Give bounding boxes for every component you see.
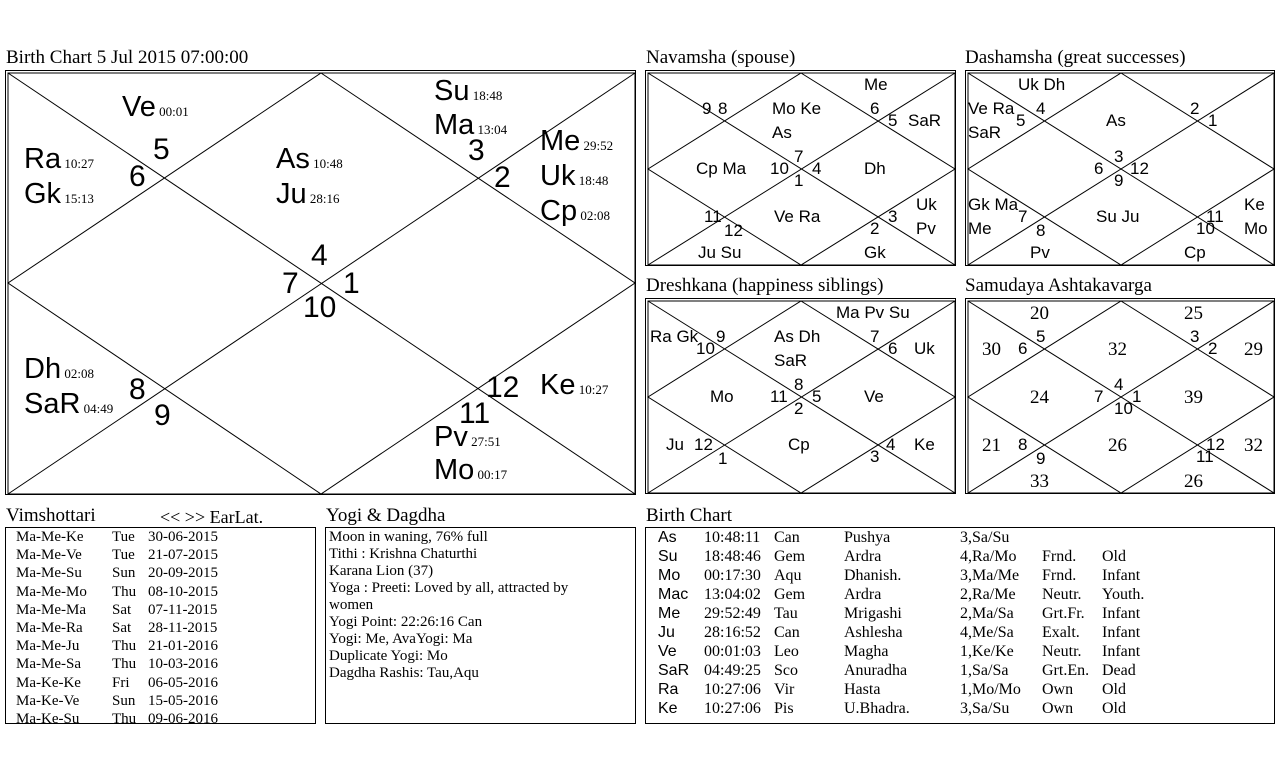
dasha-period: Ma-Me-Ke [16,529,84,545]
main-planet-ma [434,109,507,142]
planet-degree: 27:51 [467,434,501,449]
main-sign-h11: 6 [129,160,146,193]
dasha-day: Sat [112,620,132,636]
birth-table-row [646,662,1266,681]
birth-table-sign: Gem [774,548,806,565]
birth-table-nak: Mrigashi [844,605,902,622]
birth-table-row [646,586,1266,605]
planet-degree: 10:27 [575,382,609,397]
planet-abbr: Su [434,75,470,107]
dreshkana-planets-h4: Ve [864,387,884,406]
birth-table-age: Infant [1102,567,1141,584]
navamsha-title: Navamsha (spouse) [646,47,796,68]
dasha-period: Ma-Ke-Ve [16,692,80,709]
navamsha-sign-h10: 10 [770,159,789,178]
dreshkana-chart [645,298,956,494]
birth-table-row [646,624,1266,643]
birth-table-age: Old [1102,700,1126,717]
navamsha-planets-h8: Ju Su [698,243,742,262]
main-sign-h4: 1 [343,267,360,300]
navamsha-planets-h5: Pv [916,219,936,238]
ashtakavarga-points-h6: 26 [1184,471,1203,492]
dashamsha-sign-h6: 10 [1196,219,1215,238]
navamsha-chart [645,70,956,266]
dasha-date: 21-01-2016 [148,638,218,655]
navamsha-planets-h1: As [772,123,792,142]
dashamsha-planets-h6: Cp [1184,243,1206,262]
dasha-date: 10-03-2016 [148,656,218,673]
birth-table-rel: Grt.Fr. [1042,605,1085,622]
ashtakavarga-points-h3: 29 [1244,339,1263,360]
navamsha-planets-h7: Ve Ra [774,207,821,226]
yogi-panel [325,527,636,724]
main-sign-h7: 10 [303,291,337,324]
yogi-line: Tithi : Krishna Chaturthi [329,546,478,562]
dashamsha-sign-h12: 4 [1036,99,1046,118]
main-chart-title: Birth Chart 5 Jul 2015 07:00:00 [6,47,249,68]
ashtakavarga-sign-h1: 4 [1114,375,1124,394]
dasha-day: Thu [112,656,137,673]
birth-table-sign: Tau [774,605,798,622]
dashamsha-sign-h2: 2 [1190,99,1200,118]
dashamsha-planets-h9: Me [968,219,992,238]
birth-table-row [646,681,1266,700]
planet-abbr: As [276,143,310,175]
dashamsha-sign-h7: 9 [1114,171,1124,190]
dasha-date: 15-05-2016 [148,692,218,709]
birth-table-row [646,529,1266,548]
vimshottari-title: Vimshottari [6,505,96,526]
navamsha-sign-h8: 12 [724,221,743,240]
main-sign-h2: 3 [468,134,485,167]
birth-table-nak: Anuradha [844,662,908,679]
main-planet-pv [434,421,501,454]
birth-table-row [646,700,1266,719]
birth-table-rel: Neutr. [1042,643,1082,660]
birth-table-pada: 4,Ra/Mo [960,548,1017,565]
dreshkana-planets-h1: As Dh [774,327,821,346]
dashamsha-sign-h9: 7 [1018,207,1028,226]
birth-table-deg: 04:49:25 [704,662,761,679]
dreshkana-planets-h1: SaR [774,351,808,370]
dasha-date: 07-11-2015 [148,601,218,618]
birth-table-nak: U.Bhadra. [844,700,910,717]
navamsha-sign-h12: 8 [718,99,728,118]
main-chart [5,70,636,495]
main-planet-ju [276,178,340,211]
dreshkana-sign-h5: 4 [886,435,896,454]
dasha-day: Tue [112,547,135,564]
navamsha-sign-h9: 11 [704,207,722,226]
ashtakavarga-points-h2: 25 [1184,303,1203,324]
dasha-period: Ma-Me-Ju [16,638,80,655]
yogi-line: Yogi: Me, AvaYogi: Ma [329,631,473,647]
main-planet-su [434,75,502,108]
birth-table-planet: As [658,529,677,546]
dreshkana-sign-h7: 2 [794,399,804,418]
main-sign-h3: 2 [494,161,511,194]
ashtakavarga-sign-h5: 12 [1206,435,1225,454]
ashtakavarga-chart [965,298,1275,494]
dashamsha-planets-h5: Ke [1244,195,1265,214]
yogi-line: Dagdha Rashis: Tau,Aqu [329,665,479,681]
dasha-date: 06-05-2016 [148,674,218,691]
main-planet-gk [24,178,94,211]
birth-table-sign: Sco [774,662,798,679]
planet-degree: 02:08 [577,208,610,223]
dasha-day: Sun [112,565,136,582]
navamsha-sign-h5: 3 [888,207,898,226]
dreshkana-planets-h7: Cp [788,435,810,454]
ashtakavarga-points-h5: 32 [1244,435,1263,456]
dashamsha-chart [965,70,1275,266]
birth-table-deg: 18:48:46 [704,548,761,565]
dreshkana-planets-h3: Uk [914,339,935,358]
main-planet-as [276,143,343,176]
dashamsha-planets-h1: As [1106,111,1126,130]
dashamsha-title: Dashamsha (great successes) [965,47,1186,68]
navamsha-sign-h4: 4 [812,159,822,178]
dasha-period: Ma-Me-Ra [16,620,83,636]
ashtakavarga-points-h11: 30 [982,339,1001,360]
main-sign-h6: 11 [459,397,491,430]
dasha-day: Sat [112,601,132,618]
planet-degree: 18:48 [575,173,609,188]
birth-table-nak: Pushya [844,529,891,546]
birth-table-rel: Frnd. [1042,548,1077,565]
birth-table-planet: Mac [658,586,689,603]
dashamsha-planets-h12: Uk Dh [1018,75,1066,94]
dashamsha-planets-h7: Su Ju [1096,207,1140,226]
main-planet-me [540,125,613,158]
birth-table-sign: Can [774,624,800,641]
yogi-line: Moon in waning, 76% full [329,529,488,545]
birth-table-sign: Can [774,529,800,546]
planet-degree: 00:01 [155,104,189,119]
planet-abbr: Ve [122,91,156,123]
dreshkana-title: Dreshkana (happiness siblings) [646,275,884,296]
dasha-date: 30-06-2015 [148,529,218,545]
birth-table-deg: 10:27:06 [704,681,761,698]
birth-table-age: Infant [1102,605,1141,622]
dashamsha-sign-h11: 5 [1016,111,1026,130]
birth-table-deg: 00:01:03 [704,643,761,660]
ashtakavarga-sign-h3: 2 [1208,339,1218,358]
dreshkana-planets-h5: Ke [914,435,935,454]
vimshottari-nav[interactable]: << >> EarLat. [160,507,264,527]
yogi-line: Yogi Point: 22:26:16 Can [329,614,483,630]
planet-degree: 10:48 [309,156,343,171]
dasha-period: Ma-Me-Ve [16,547,82,564]
birth-table-nak: Hasta [844,681,881,698]
main-planet-cp [540,195,610,228]
dasha-period: Ma-Me-Mo [16,583,87,600]
dashamsha-planets-h11: Ve Ra [968,99,1015,118]
main-planet-ra [24,143,94,176]
birth-table-nak: Dhanish. [844,567,902,584]
navamsha-sign-h7: 1 [794,171,804,190]
dasha-day: Thu [112,638,137,655]
ashtakavarga-points-h10: 24 [1030,387,1049,408]
navamsha-planets-h3: SaR [908,111,942,130]
dashamsha-sign-h10: 6 [1094,159,1104,178]
dasha-day: Fri [112,674,130,691]
birth-table-deg: 29:52:49 [704,605,761,622]
dreshkana-planets-h10: Mo [710,387,734,406]
ashtakavarga-points-h4: 39 [1184,387,1203,408]
planet-abbr: Uk [540,160,576,192]
dasha-period: Ma-Ke-Su [16,711,80,724]
navamsha-sign-h2: 6 [870,99,880,118]
dasha-period: Ma-Me-Su [16,565,82,582]
birth-table-planet: Ra [658,681,679,698]
planet-abbr: Gk [24,178,62,210]
dashamsha-planets-h9: Gk Ma [968,195,1019,214]
birth-table-pada: 2,Ra/Me [960,586,1016,603]
ashtakavarga-sign-h12: 5 [1036,327,1046,346]
navamsha-sign-h3: 5 [888,111,898,130]
dreshkana-sign-h4: 5 [812,387,822,406]
birth-table-age: Old [1102,681,1126,698]
birth-table-sign: Gem [774,586,806,603]
birth-table-age: Old [1102,548,1126,565]
planet-degree: 29:52 [580,138,614,153]
dasha-day: Thu [112,583,137,600]
planet-abbr: SaR [24,388,81,420]
dreshkana-planets-h2: Ma Pv Su [836,303,910,322]
planet-degree: 18:48 [469,88,503,103]
navamsha-sign-h6: 2 [870,219,880,238]
birth-table-age: Infant [1102,624,1141,641]
birth-table-planet: Su [658,548,678,565]
birth-table-deg: 10:48:11 [704,529,761,546]
birth-table-sign: Vir [774,681,795,698]
main-planet-ve [122,91,189,124]
dashamsha-planets-h5: Mo [1244,219,1268,238]
main-sign-h5: 12 [486,371,520,404]
birth-table-sign: Leo [774,643,799,660]
dreshkana-sign-h9: 12 [694,435,713,454]
birth-table-pada: 2,Ma/Sa [960,605,1014,622]
birth-table-planet: SaR [658,662,690,679]
birth-table-rel: Own [1042,681,1074,698]
ashtakavarga-sign-h4: 1 [1132,387,1142,406]
planet-abbr: Pv [434,421,468,453]
dreshkana-sign-h8: 1 [718,449,728,468]
birth-table-nak: Magha [844,643,889,660]
yogi-line: women [329,597,374,613]
planet-degree: 00:17 [474,467,508,482]
birth-table-deg: 28:16:52 [704,624,761,641]
dreshkana-sign-h10: 11 [770,387,788,406]
dasha-day: Tue [112,529,135,545]
birth-table-planet: Ke [658,700,678,717]
dasha-period: Ma-Me-Sa [16,656,81,673]
planet-abbr: Cp [540,195,578,227]
main-sign-h12: 5 [153,133,170,166]
main-sign-h1: 4 [311,239,328,272]
navamsha-planets-h10: Cp Ma [696,159,747,178]
ashtakavarga-points-h1: 32 [1108,339,1127,360]
birth-table-age: Dead [1102,662,1136,679]
yogi-line: Duplicate Yogi: Mo [329,648,448,664]
birth-table-nak: Ardra [844,548,882,565]
dasha-date: 09-06-2016 [148,711,218,724]
main-sign-h8: 9 [154,399,171,432]
yogi-title: Yogi & Dagdha [326,505,446,526]
birth-table-pada: 3,Sa/Su [960,529,1010,546]
main-sign-h10: 7 [282,267,299,300]
dasha-period: Ma-Me-Ma [16,601,86,618]
dreshkana-sign-h1: 8 [794,375,804,394]
birth-table-planet: Ju [658,624,675,641]
navamsha-sign-h1: 7 [794,147,804,166]
dasha-date: 08-10-2015 [148,583,218,600]
navamsha-planets-h1: Mo Ke [772,99,822,118]
dasha-date: 20-09-2015 [148,565,218,582]
main-planet-mo [434,454,507,487]
planet-degree: 13:04 [474,122,508,137]
ashtakavarga-sign-h9: 8 [1018,435,1028,454]
ashtakavarga-sign-h6: 11 [1196,447,1214,466]
birth-table-panel [645,527,1275,724]
yogi-line: Yoga : Preeti: Loved by all, attracted by [329,580,569,596]
birth-table-planet: Mo [658,567,681,584]
birth-table-age: Infant [1102,643,1141,660]
birth-table-deg: 10:27:06 [704,700,761,717]
navamsha-sign-h11: 9 [702,99,712,118]
dasha-date: 28-11-2015 [148,620,218,636]
dashamsha-sign-h3: 1 [1208,111,1218,130]
birth-table-pada: 3,Ma/Me [960,567,1020,584]
birth-table-pada: 4,Me/Sa [960,624,1014,641]
planet-degree: 10:27 [61,156,94,171]
birth-table-rel: Own [1042,700,1074,717]
planet-degree: 15:13 [61,191,94,206]
birth-table-row [646,548,1266,567]
birth-table-deg: 13:04:02 [704,586,761,603]
navamsha-planets-h2: Me [864,75,888,94]
dreshkana-planets-h12: Ra Gk [650,327,699,346]
dreshkana-sign-h2: 7 [870,327,880,346]
ashtakavarga-sign-h2: 3 [1190,327,1200,346]
ashtakavarga-sign-h11: 6 [1018,339,1028,358]
ashtakavarga-sign-h8: 9 [1036,449,1046,468]
birth-table-sign: Pis [774,700,794,717]
ashtakavarga-sign-h10: 7 [1094,387,1104,406]
ashtakavarga-title: Samudaya Ashtakavarga [965,275,1152,296]
yogi-line: Karana Lion (37) [329,563,434,579]
dashamsha-planets-h8: Pv [1030,243,1050,262]
planet-abbr: Ma [434,109,475,141]
birth-table-rel: Frnd. [1042,567,1077,584]
navamsha-planets-h5: Uk [916,195,937,214]
planet-abbr: Ke [540,369,576,401]
ashtakavarga-points-h8: 33 [1030,471,1049,492]
dasha-day: Thu [112,711,137,724]
planet-abbr: Mo [434,454,475,486]
dashamsha-sign-h1: 3 [1114,147,1124,166]
birth-table-sign: Aqu [774,567,802,584]
navamsha-planets-h6: Gk [864,243,886,262]
navamsha-planets-h4: Dh [864,159,886,178]
ashtakavarga-points-h7: 26 [1108,435,1127,456]
dreshkana-sign-h12: 9 [716,327,726,346]
dashamsha-sign-h5: 11 [1206,207,1224,226]
birth-table-pada: 1,Ke/Ke [960,643,1014,660]
planet-abbr: Ra [24,143,62,175]
birth-table-pada: 1,Mo/Mo [960,681,1021,698]
birth-table-rel: Grt.En. [1042,662,1090,679]
ashtakavarga-points-h12: 20 [1030,303,1049,324]
birth-table-nak: Ashlesha [844,624,903,641]
dasha-date: 21-07-2015 [148,547,218,564]
planet-abbr: Me [540,125,581,157]
main-sign-h9: 8 [129,373,146,406]
dasha-day: Sun [112,692,136,709]
birth-table-row [646,567,1266,586]
dashamsha-planets-h11: SaR [968,123,1002,142]
birth-table-deg: 00:17:30 [704,567,761,584]
birth-table-rel: Exalt. [1042,624,1080,641]
ashtakavarga-sign-h7: 10 [1114,399,1133,418]
birth-table-pada: 1,Sa/Sa [960,662,1009,679]
planet-degree: 04:49 [80,401,114,416]
dashamsha-sign-h4: 12 [1130,159,1149,178]
dashamsha-sign-h8: 8 [1036,221,1046,240]
birth-table-row [646,643,1266,662]
dreshkana-sign-h3: 6 [888,339,898,358]
planet-degree: 02:08 [61,366,94,381]
vimshottari-panel [5,527,316,724]
dreshkana-sign-h11: 10 [696,339,715,358]
planet-degree: 28:16 [306,191,340,206]
birth-table-title: Birth Chart [646,505,733,526]
birth-table-planet: Ve [658,643,677,660]
main-planet-uk [540,160,608,193]
birth-table-age: Youth. [1102,586,1145,603]
dasha-period: Ma-Ke-Ke [16,674,81,691]
dreshkana-sign-h6: 3 [870,447,880,466]
birth-table-nak: Ardra [844,586,882,603]
birth-table-rel: Neutr. [1042,586,1082,603]
planet-abbr: Dh [24,353,62,385]
main-planet-sar [24,388,113,421]
birth-table-row [646,605,1266,624]
main-planet-dh [24,353,94,386]
birth-table-pada: 3,Sa/Su [960,700,1010,717]
ashtakavarga-lines [966,299,1276,495]
ashtakavarga-points-h9: 21 [982,435,1001,456]
birth-table-planet: Me [658,605,681,622]
main-planet-ke [540,369,608,402]
dreshkana-planets-h9: Ju [666,435,684,454]
planet-abbr: Ju [276,178,307,210]
